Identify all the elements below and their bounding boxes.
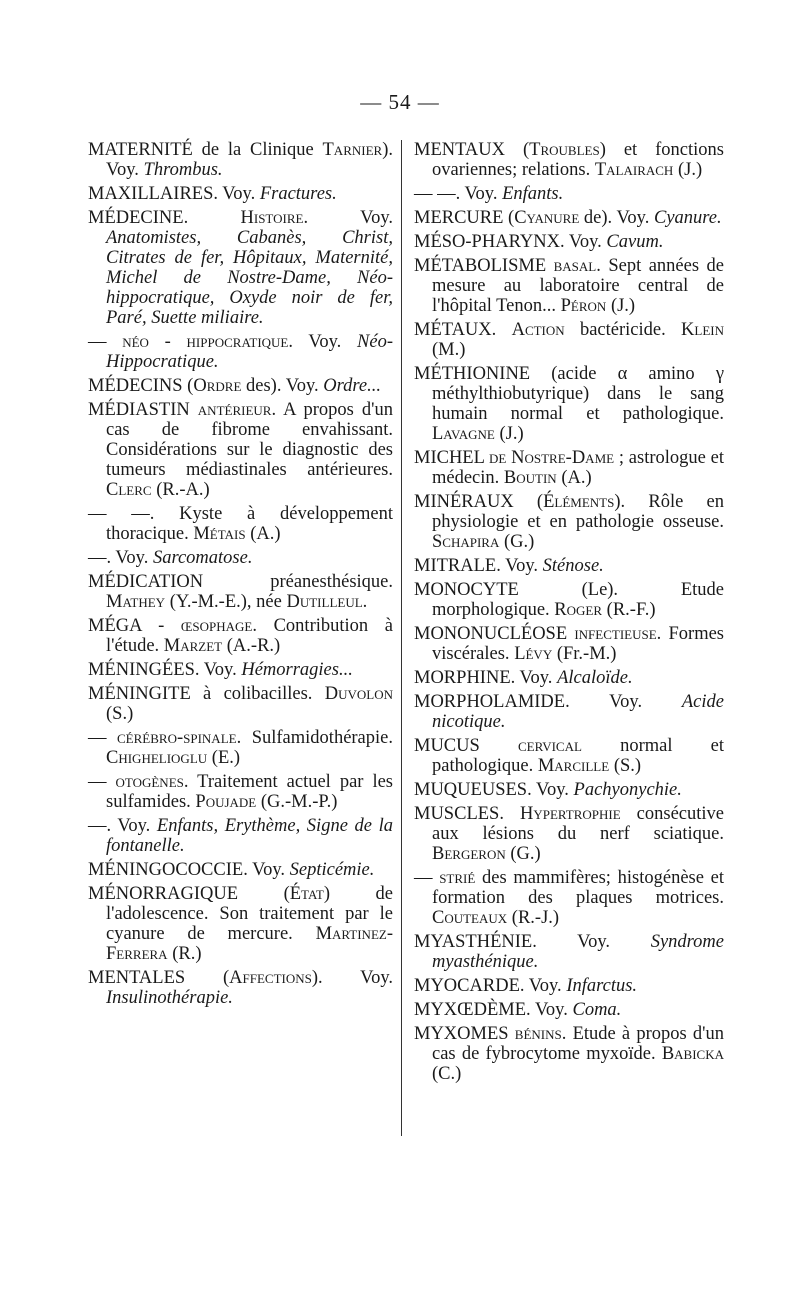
index-entry: MÉNINGÉES. Voy. Hémorragies... <box>88 660 353 680</box>
index-entry: — strié des mammifères; histogénèse et formation des plaques motrices. Couteaux (R.-J.) <box>414 868 724 928</box>
index-entry: MYXOMES bénins. Etude à propos d'un cas de fybrocytome myxoïde. Babicka (C.) <box>414 1024 724 1084</box>
index-entry: MÉNORRAGIQUE (État) de l'adolescence. Son traitement par le cyanure de mercure. Martinez-Ferrera (R.) <box>88 884 393 964</box>
index-entry: MÉDICATION préanesthésique. Mathey (Y.-M.-E.), née Dutilleul. <box>88 572 393 612</box>
index-entry: MÉDIASTIN antérieur. A propos d'un cas de fibrome envahissant. Considérations sur le diagnostic des tumeurs médiastinales antérieures. Clerc (R.-A.) <box>88 400 393 500</box>
index-entry: MUSCLES. Hypertrophie consécutive aux lésions du nerf sciatique. Bergeron (G.) <box>414 804 725 864</box>
index-entry: MICHEL de Nostre-Dame ; astrologue et médecin. Boutin (A.) <box>414 448 724 488</box>
index-entry: MÉTABOLISME basal. Sept années de mesure au laboratoire central de l'hôpital Tenon... Péron (J.) <box>414 256 724 316</box>
index-entry: MUCUS cervical normal et pathologique. Marcille (S.) <box>414 736 724 776</box>
index-entry: — otogènes. Traitement actuel par les sulfamides. Poujade (G.-M.-P.) <box>88 772 393 812</box>
index-entry: MÉDECINS (Ordre des). Voy. Ordre... <box>88 376 382 396</box>
index-entry: —. Voy. Enfants, Erythème, Signe de la fontanelle. <box>88 816 393 856</box>
index-entry: MYXŒDÈME. Voy. Coma. <box>414 1000 622 1020</box>
index-entry: MÉDECINE. Histoire. Voy. Anatomistes, Cabanès, Christ, Citrates de fer, Hôpitaux, Maternité, Michel de Nostre-Dame, Néo-hippocratique, Oxyde noir de fer, Paré, Suette miliaire. <box>88 208 393 328</box>
index-entry: MENTALES (Affections). Voy. Insulinothérapie. <box>88 968 393 1008</box>
index-entry: MUQUEUSES. Voy. Pachyonychie. <box>414 780 682 800</box>
index-entry: MÉTAUX. Action bactéricide. Klein (M.) <box>414 320 724 360</box>
index-entry: MORPHINE. Voy. Alcaloïde. <box>414 668 633 688</box>
index-entry: MONONUCLÉOSE infectieuse. Formes viscérales. Lévy (Fr.-M.) <box>414 624 725 664</box>
index-entry: MORPHOLAMIDE. Voy. Acide nicotique. <box>414 692 724 732</box>
index-entry: MÉNINGOCOCCIE. Voy. Septicémie. <box>88 860 375 880</box>
index-entry: MÉSO-PHARYNX. Voy. Cavum. <box>414 232 664 252</box>
index-entry: MÉNINGITE à colibacilles. Duvolon (S.) <box>88 684 393 724</box>
page-number: — 54 — <box>360 90 440 114</box>
index-entry: MYASTHÉNIE. Voy. Syndrome myasthénique. <box>414 932 724 972</box>
index-entry: — néo - hippocratique. Voy. Néo-Hippocratique. <box>88 332 393 372</box>
index-entry: MINÉRAUX (Éléments). Rôle en physiologie et en pathologie osseuse. Schapira (G.) <box>414 492 724 552</box>
right-column <box>414 140 724 1088</box>
index-entry: MERCURE (Cyanure de). Voy. Cyanure. <box>414 208 722 228</box>
column-divider <box>401 140 402 1136</box>
index-entry: —. Voy. Sarcomatose. <box>88 548 253 568</box>
index-entry: — —. Kyste à développement thoracique. Métais (A.) <box>88 504 393 544</box>
index-entry: MATERNITÉ de la Clinique Tarnier). Voy. Thrombus. <box>88 140 393 180</box>
index-entry: MITRALE. Voy. Sténose. <box>414 556 604 576</box>
index-entry: — —. Voy. Enfants. <box>414 184 564 204</box>
index-entry: MAXILLAIRES. Voy. Fractures. <box>88 184 337 204</box>
index-entry: MONOCYTE (Le). Etude morphologique. Roger (R.-F.) <box>414 580 724 620</box>
index-entry: MYOCARDE. Voy. Infarctus. <box>414 976 638 996</box>
index-entry: MÉTHIONINE (acide α amino γ méthylthiobutyrique) dans le sang humain normal et pathologique. Lavagne (J.) <box>414 364 724 444</box>
index-entry: MENTAUX (Troubles) et fonctions ovariennes; relations. Talairach (J.) <box>414 140 724 180</box>
left-column <box>88 140 393 1012</box>
index-entry: MÉGA - œsophage. Contribution à l'étude. Marzet (A.-R.) <box>88 616 393 656</box>
index-entry: — cérébro-spinale. Sulfamidothérapie. Chighelioglu (E.) <box>88 728 393 768</box>
